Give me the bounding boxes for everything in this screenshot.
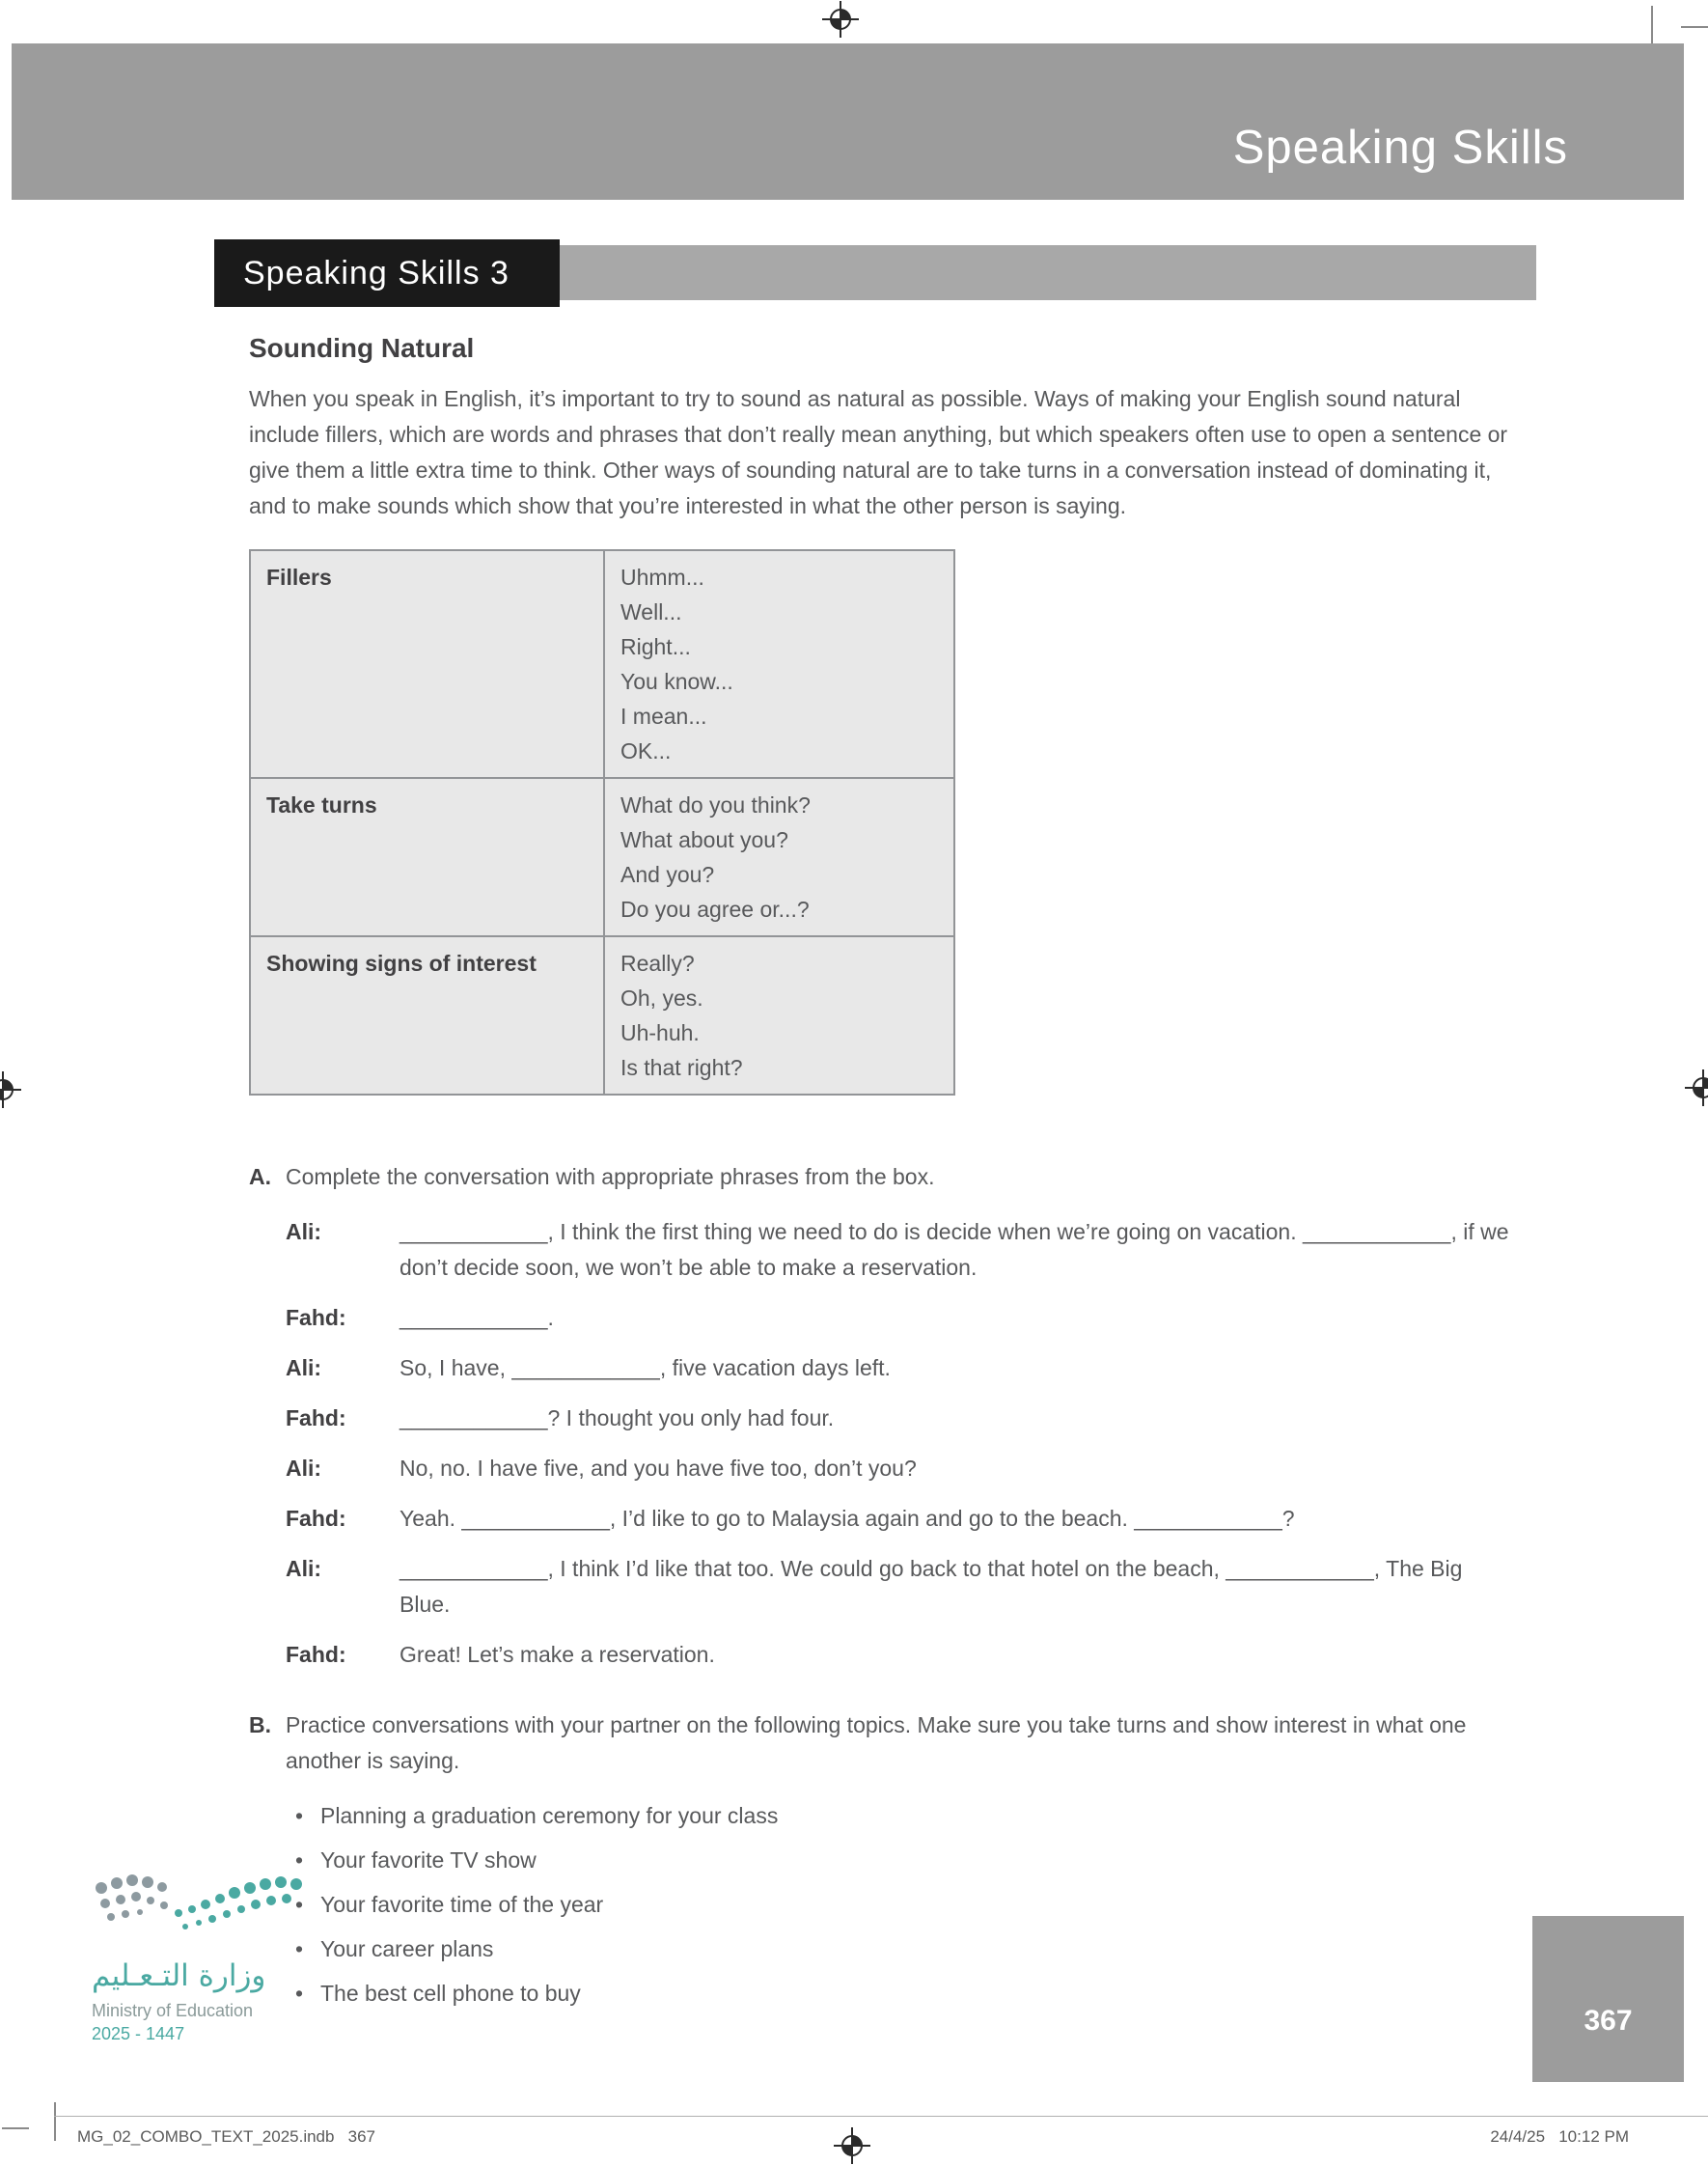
phrase: What do you think?	[620, 792, 811, 818]
dialog-row	[286, 1637, 1515, 1673]
table-row	[250, 936, 954, 1095]
phrase: Uh-huh.	[620, 1020, 700, 1045]
row-phrases	[604, 936, 954, 1095]
header-band	[12, 43, 1684, 200]
list-item: • Your favorite TV show	[289, 1843, 1515, 1878]
section-title-row	[214, 239, 1536, 307]
registration-mark-icon	[1685, 1069, 1708, 1106]
dialog-line: ____________.	[399, 1305, 554, 1330]
registration-mark-icon	[834, 2127, 870, 2164]
section-title-bar	[560, 245, 1536, 300]
main-content	[249, 330, 1515, 2046]
speaker-name: Fahd:	[286, 1405, 346, 1430]
phrase: Oh, yes.	[620, 985, 703, 1011]
phrase: Do you agree or...?	[620, 897, 810, 922]
dialog-row	[286, 1300, 1515, 1336]
registration-mark-icon	[0, 1071, 21, 1108]
dialog-line: ____________, I think I’d like that too. We could go back to that hotel on the beach, ____________, The Big Blue.	[399, 1556, 1463, 1617]
ministry-logo-arabic-text: وزارة التـعـليم	[92, 1958, 266, 1993]
phrase-table	[249, 549, 955, 1096]
exercise-b-instruction: Practice conversations with your partner on the following topics. Make sure you take turns and show interest in what one another is saying.	[286, 1712, 1467, 1773]
speaker-name: Ali:	[286, 1355, 322, 1380]
dialog-row	[286, 1214, 1515, 1286]
dialog	[286, 1214, 1515, 1673]
exercise-a-label: A.	[249, 1164, 271, 1189]
row-label: Take turns	[250, 778, 604, 936]
crop-mark	[1681, 26, 1708, 28]
ministry-logo	[92, 1871, 333, 2045]
exercise-a	[249, 1159, 1515, 1673]
row-phrases	[604, 778, 954, 936]
row-label: Fillers	[250, 550, 604, 778]
dialog-row	[286, 1501, 1515, 1537]
dialog-line: ____________? I thought you only had four.	[399, 1405, 835, 1430]
dialog-line: ____________, I think the first thing we need to do is decide when we’re going on vacation. ____________, if we don’t decide soon, we won’t be able to make a reservation.	[399, 1219, 1509, 1280]
dialog-line: No, no. I have five, and you have five too, don’t you?	[399, 1456, 917, 1481]
phrase: Really?	[620, 951, 695, 976]
topic-list	[289, 1798, 1515, 2012]
phrase: Well...	[620, 599, 682, 625]
exercise-b-label: B.	[249, 1712, 271, 1737]
dialog-row	[286, 1551, 1515, 1623]
list-item: • Planning a graduation ceremony for your class	[289, 1798, 1515, 1834]
exercise-a-instruction: Complete the conversation with appropriate phrases from the box.	[286, 1164, 935, 1189]
crop-mark	[54, 2102, 56, 2141]
header-title: Speaking Skills	[1232, 122, 1568, 174]
list-item: • Your career plans	[289, 1931, 1515, 1967]
row-label: Showing signs of interest	[250, 936, 604, 1095]
phrase: You know...	[620, 669, 733, 694]
speaker-name: Fahd:	[286, 1506, 346, 1531]
phrase: Uhmm...	[620, 565, 704, 590]
crop-mark	[1651, 6, 1653, 44]
crop-mark	[2, 2127, 29, 2129]
phrase: Is that right?	[620, 1055, 743, 1080]
exercise-b	[249, 1707, 1515, 2012]
dialog-row	[286, 1451, 1515, 1486]
phrase: And you?	[620, 862, 715, 887]
speaker-name: Ali:	[286, 1456, 322, 1481]
ministry-logo-dots-icon	[92, 1871, 333, 1946]
table-row	[250, 778, 954, 936]
row-phrases	[604, 550, 954, 778]
dialog-line: Great! Let’s make a reservation.	[399, 1642, 715, 1667]
footer-timestamp: 24/4/25 10:12 PM	[1490, 2127, 1629, 2146]
lesson-heading: Sounding Natural	[249, 333, 475, 363]
registration-mark-icon	[822, 1, 859, 38]
page-number: 367	[1584, 2005, 1633, 2037]
ministry-logo-years: 2025 - 1447	[92, 2024, 185, 2043]
phrase: OK...	[620, 738, 672, 763]
phrase: Right...	[620, 634, 691, 659]
dialog-row	[286, 1401, 1515, 1436]
phrase: What about you?	[620, 827, 788, 852]
footer-file-info: MG_02_COMBO_TEXT_2025.indb 367	[77, 2127, 375, 2146]
list-item: • The best cell phone to buy	[289, 1976, 1515, 2012]
lesson-intro: When you speak in English, it’s important to try to sound as natural as possible. Ways of making your English sound natural include fillers, which are words and phrases that don’t really mean anything, but which speakers often use to open a sentence or give them a little extra time to think. Other ways of sounding natural are to take turns in a conversation instead of dominating it, and to make sounds which show that you’re interested in what the other person is saying.	[249, 386, 1508, 518]
phrase: I mean...	[620, 704, 707, 729]
ministry-logo-english-text: Ministry of Education	[92, 2001, 254, 2020]
speaker-name: Ali:	[286, 1219, 322, 1244]
dialog-line: So, I have, ____________, five vacation days left.	[399, 1355, 891, 1380]
table-row	[250, 550, 954, 778]
page-number-box	[1532, 1916, 1684, 2082]
speaker-name: Fahd:	[286, 1305, 346, 1330]
speaker-name: Ali:	[286, 1556, 322, 1581]
section-title: Speaking Skills 3	[214, 239, 560, 307]
speaker-name: Fahd:	[286, 1642, 346, 1667]
dialog-line: Yeah. ____________, I’d like to go to Malaysia again and go to the beach. ____________?	[399, 1506, 1295, 1531]
footer-rule	[54, 2116, 1708, 2117]
dialog-row	[286, 1350, 1515, 1386]
list-item: • Your favorite time of the year	[289, 1887, 1515, 1923]
